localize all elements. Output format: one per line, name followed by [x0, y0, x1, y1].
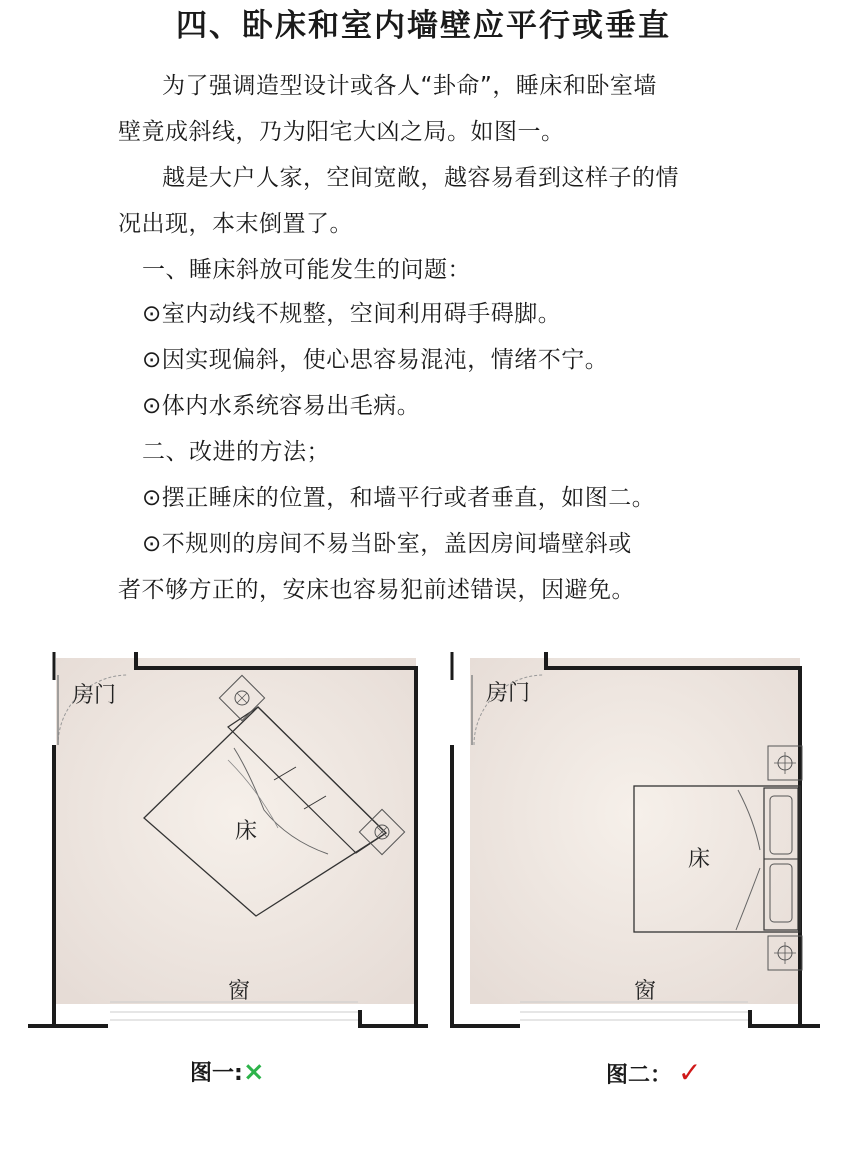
bullet-item: ⊙体内水系统容易出毛病。	[142, 393, 421, 419]
section-heading: 二、改进的方法；	[142, 439, 330, 465]
door-label: 房门	[72, 683, 117, 708]
bullet-item: ⊙室内动线不规整，空间利用碍手碍脚。	[142, 301, 562, 327]
figure-2-caption	[606, 1056, 701, 1089]
room-floor	[470, 658, 800, 1004]
bullet-item-continued: 者不够方正的，安床也容易犯前述错误，因避免。	[118, 577, 635, 603]
paragraph-line: 壁竟成斜线，乃为阳宅大凶之局。如图一。	[118, 119, 565, 145]
window-label: 窗	[228, 979, 251, 1004]
page-title: 四、卧床和室内墙壁应平行或垂直	[176, 8, 671, 44]
paragraph-line: 越是大户人家，空间宽敞，越容易看到这样子的情	[162, 165, 679, 191]
bullet-item: ⊙摆正睡床的位置，和墙平行或者垂直，如图二。	[142, 485, 656, 511]
paragraph-line: 为了强调造型设计或各人“卦命”，睡床和卧室墙	[162, 73, 657, 99]
door-label: 房门	[486, 681, 531, 706]
paragraph-line: 况出现，本末倒置了。	[118, 211, 353, 237]
caption-text: 图二：	[606, 1063, 673, 1088]
bed-label: 床	[688, 847, 711, 872]
cross-mark-icon: ×	[242, 1057, 265, 1087]
figure-1-caption	[190, 1056, 265, 1087]
check-mark-icon: ✓	[678, 1056, 702, 1089]
floor-plan-drawing	[448, 650, 847, 1030]
room-wall	[750, 1010, 820, 1026]
window-label: 窗	[634, 979, 657, 1004]
caption-text: 图一:	[190, 1061, 243, 1086]
floor-plan-figure-1	[28, 650, 428, 1030]
bed-label: 床	[235, 819, 258, 844]
bullet-item: ⊙因实现偏斜，使心思容易混沌，情绪不宁。	[142, 347, 609, 373]
floor-plan-figure-2	[448, 650, 847, 1030]
section-heading: 一、睡床斜放可能发生的问题：	[142, 257, 471, 283]
bullet-item: ⊙不规则的房间不易当卧室，盖因房间墙壁斜或	[142, 531, 632, 557]
